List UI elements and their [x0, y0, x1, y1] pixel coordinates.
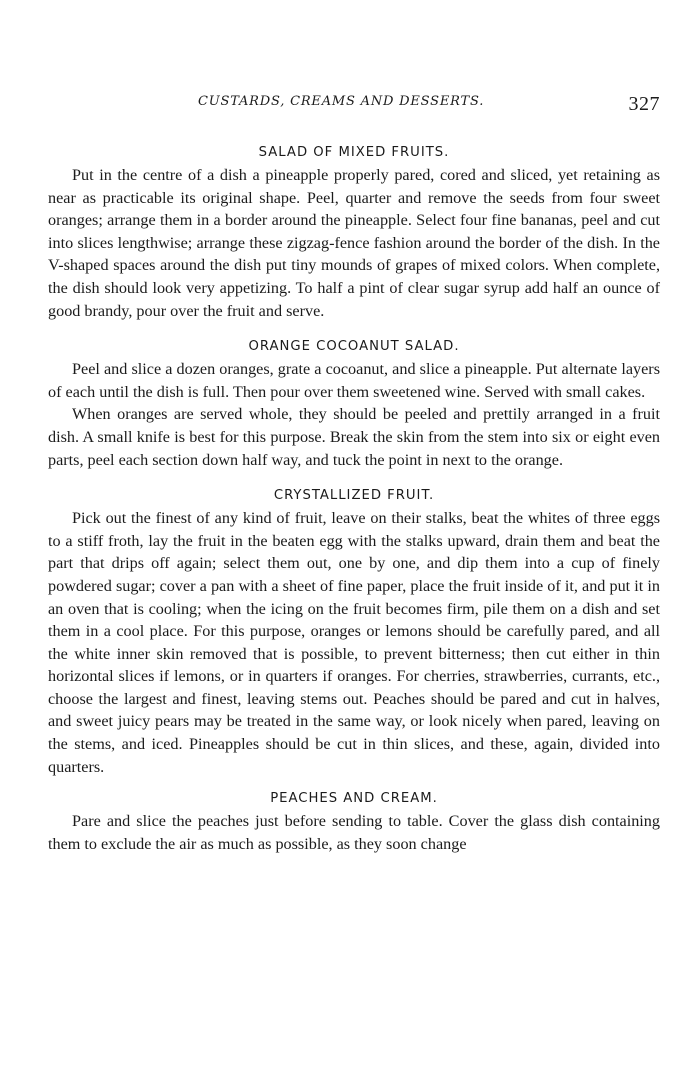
recipe-salad-of-mixed-fruits: [48, 142, 660, 322]
page-number: 327: [628, 93, 660, 115]
section-heading: PEACHES AND CREAM.: [270, 791, 438, 807]
paragraph: Put in the centre of a dish a pineapple properly pared, cored and sliced, yet retaining as near as practicable its original shape. Peel, quarter and remove the seeds from four sweet oranges; arrange them in a border around the pineapple. Select four fine bananas, peel and cut into slices lengthwise; arrange these zigzag-fence fashion around the border of the dish. In the V-shaped spaces around the dish put tiny mounds of grapes of mixed colors. When complete, the dish should look very appetizing. To half a pint of clear sugar syrup add half an ounce of good brandy, pour over the fruit and serve.: [48, 166, 660, 320]
recipe-crystallized-fruit: [48, 485, 660, 778]
section-heading: CRYSTALLIZED FRUIT.: [273, 488, 435, 504]
section-heading: SALAD OF MIXED FRUITS.: [258, 145, 450, 160]
recipe-peaches-and-cream: [48, 788, 660, 855]
recipe-orange-cocoanut-salad: [48, 336, 660, 471]
paragraph: Pare and slice the peaches just before sending to table. Cover the glass dish containing them to exclude the air as much as possible, as they soon change: [48, 812, 660, 853]
running-header: [48, 94, 660, 118]
page-body: [48, 142, 660, 855]
section-heading: ORANGE COCOANUT SALAD.: [248, 339, 460, 355]
paragraph: Pick out the finest of any kind of fruit, leave on their stalks, beat the whites of three eggs to a stiff froth, lay the fruit in the beaten egg with the stalks upward, drain them and beat the part that drips off again; select them out, one by one, and dip them into a cup of finely powdered sugar; cover a pan with a sheet of fine paper, place the fruit inside of it, and put it in an oven that is cooling; when the icing on the fruit becomes firm, pile them on a dish and set them in a cool place. For this purpose, oranges or lemons should be carefully pared, and all the white inner skin removed that is possible, to prevent bitterness; then cut either in thin horizontal slices if lemons, or in quarters if oranges. For cherries, strawberries, currants, etc., choose the largest and finest, leaving stems out. Peaches should be pared and cut in halves, and sweet juicy pears may be treated in the same way, or look nicely when pared, leaving on the stems, and iced. Pineapples should be cut in thin slices, and these, again, divided into quarters.: [48, 509, 660, 776]
paragraph: Peel and slice a dozen oranges, grate a cocoanut, and slice a pineapple. Put alternate layers of each until the dish is full. Then pour over them sweetened wine. Served with small cakes.: [48, 360, 660, 401]
paragraph: When oranges are served whole, they should be peeled and prettily arranged in a fruit dish. A small knife is best for this purpose. Break the skin from the stem into six or eight even parts, peel each section down half way, and tuck the point in next to the orange.: [48, 405, 660, 469]
running-title: CUSTARDS, CREAMS AND DESSERTS.: [198, 94, 485, 109]
